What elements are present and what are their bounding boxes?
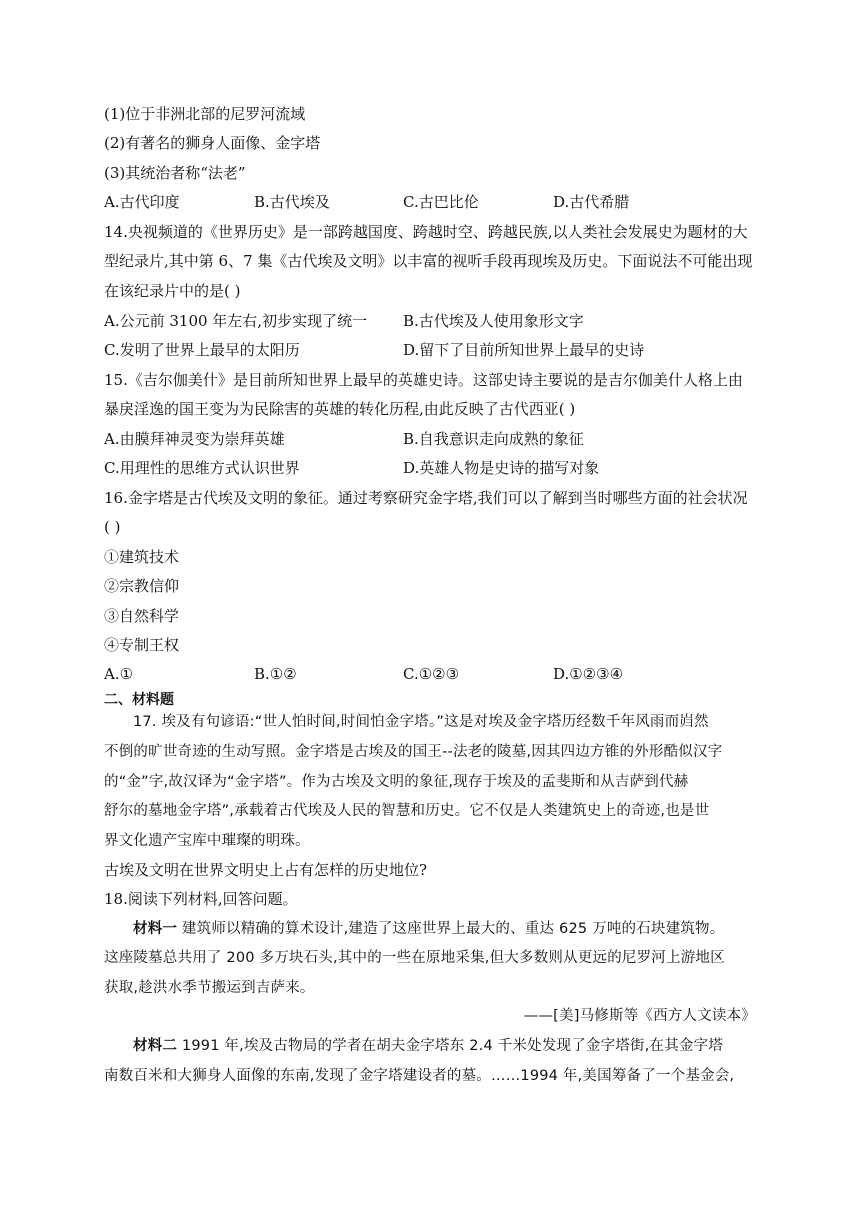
q14-line-1: 14.央视频道的《世界历史》是一部跨越国度、跨越时空、跨越民族,以人类社会发展史为题材的大 <box>104 223 748 241</box>
q14-option-b: B.古代埃及人使用象形文字 <box>403 312 584 330</box>
q17-line-2: 不倒的旷世奇迹的生动写照。金字塔是古埃及的国王--法老的陵墓,因其四边方锥的外形酷似汉字 <box>104 744 723 760</box>
q16-item-4: ④专制王权 <box>104 636 180 654</box>
q16-line-2: ( ) <box>104 518 121 536</box>
q14-option-a: A.公元前 3100 年左右,初步实现了统一 <box>104 312 368 330</box>
q13-option-d: D.古代希腊 <box>553 193 630 211</box>
q17-line-3: 的“金”字,故汉译为“金字塔”。作为古埃及文明的象征,现存于埃及的孟斐斯和从吉萨到代赫 <box>104 774 689 790</box>
q16-item-3: ③自然科学 <box>104 607 180 625</box>
material-1-label: 材料一 <box>133 921 178 937</box>
material-1-text: 建筑师以精确的算术设计,建造了这座世界上最大的、重达 625 万吨的石块建筑物。 <box>177 921 725 937</box>
section-heading: 二、材料题 <box>104 692 174 708</box>
q18-material-1-source: ——[美]马修斯等《西方人文读本》 <box>523 1008 756 1024</box>
q18-material-1-line-3: 获取,趁洪水季节搬运到吉萨来。 <box>104 980 315 996</box>
q15-option-a: A.由膜拜神灵变为崇拜英雄 <box>104 430 285 448</box>
material-2-label: 材料二 <box>133 1038 178 1054</box>
q18-intro: 18.阅读下列材料,回答问题。 <box>104 890 298 908</box>
q17-line-5: 界文化遗产宝库中璀璨的明珠。 <box>104 833 310 849</box>
q13-clue-2: (2)有著名的狮身人面像、金字塔 <box>104 134 321 152</box>
q15-line-1: 15.《吉尔伽美什》是目前所知世界上最早的英雄史诗。这部史诗主要说的是吉尔伽美什人格上由 <box>104 371 743 389</box>
q18-material-1-line-2: 这座陵墓总共用了 200 多万块石头,其中的一些在原地采集,但大多数则从更远的尼罗河上游地区 <box>104 950 725 966</box>
q18-material-2-line-1 <box>133 1036 723 1056</box>
q17-line-4: 舒尔的墓地金字塔”,承载着古代埃及人民的智慧和历史。它不仅是人类建筑史上的奇迹,也是世 <box>104 803 710 819</box>
q15-line-2: 暴戾淫逸的国王变为为民除害的英雄的转化历程,由此反映了古代西亚( ) <box>104 400 576 418</box>
q13-clue-3: (3)其统治者称“法老” <box>104 164 246 182</box>
q17-line-1: 17. 埃及有句谚语:“世人怕时间,时间怕金字塔。”这是对埃及金字塔历经数千年风雨而岿然 <box>133 714 709 730</box>
q14-option-d: D.留下了目前所知世界上最早的史诗 <box>403 341 645 359</box>
q13-option-b: B.古代埃及 <box>254 193 330 211</box>
q16-item-2: ②宗教信仰 <box>104 577 180 595</box>
q13-clue-1: (1)位于非洲北部的尼罗河流域 <box>104 105 306 123</box>
q14-option-c: C.发明了世界上最早的太阳历 <box>104 341 300 359</box>
q16-option-a: A.① <box>104 665 134 683</box>
q15-option-d: D.英雄人物是史诗的描写对象 <box>403 459 600 477</box>
q16-option-b: B.①② <box>254 665 297 683</box>
q18-material-1-line-1 <box>133 919 724 939</box>
q13-option-c: C.古巴比伦 <box>403 193 479 211</box>
q14-line-2: 型纪录片,其中第 6、7 集《古代埃及文明》以丰富的视听手段再现埃及历史。下面说法不可能出现 <box>104 252 753 270</box>
q18-material-2-line-2: 南数百米和大狮身人面像的东南,发现了金字塔建设者的墓。……1994 年,美国筹备了一个基金会, <box>104 1068 735 1084</box>
q14-line-3: 在该纪录片中的是( ) <box>104 282 241 300</box>
material-2-text: 1991 年,埃及古物局的学者在胡夫金字塔东 2.4 千米处发现了金字塔街,在其金字塔 <box>177 1038 724 1054</box>
q13-option-a: A.古代印度 <box>104 193 180 211</box>
q15-option-c: C.用理性的思维方式认识世界 <box>104 459 300 477</box>
q16-line-1: 16.金字塔是古代埃及文明的象征。通过考察研究金字塔,我们可以了解到当时哪些方面的社会状况 <box>104 489 748 507</box>
q16-option-c: C.①②③ <box>403 665 460 683</box>
q16-item-1: ①建筑技术 <box>104 548 180 566</box>
q17-question: 古埃及文明在世界文明史上占有怎样的历史地位? <box>104 861 428 879</box>
q16-option-d: D.①②③④ <box>553 665 624 683</box>
q15-option-b: B.自我意识走向成熟的象征 <box>403 430 584 448</box>
